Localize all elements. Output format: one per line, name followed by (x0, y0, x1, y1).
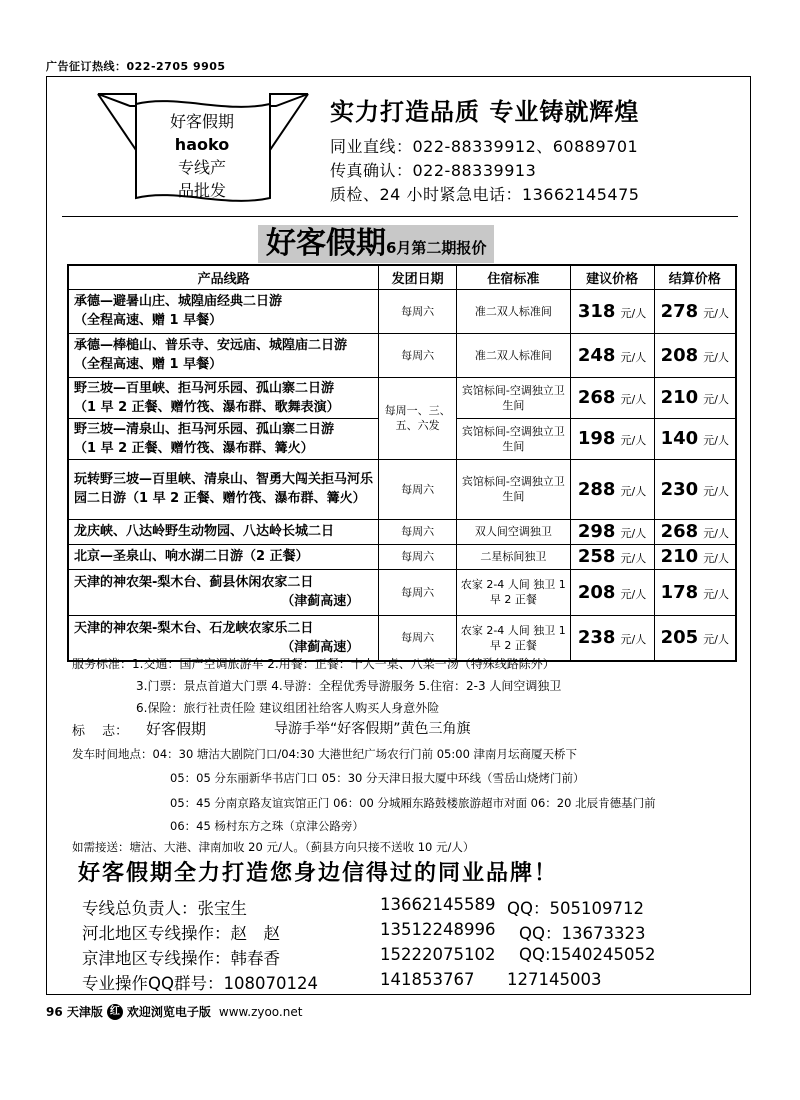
lodging-cell: 宾馆标间-空调独立卫生间 (457, 459, 571, 519)
staff-phone: 13662145589 (380, 895, 496, 914)
lodging-cell: 准二双人标准间 (457, 289, 571, 333)
date-cell: 每周六 (379, 459, 457, 519)
ad-hotline: 广告征订热线：022-2705 9905 (46, 60, 226, 73)
scroll-logo (96, 90, 310, 208)
service-standard-line: 服务标准：1.交通：国产空调旅游车 2.用餐：正餐：十人一桌、八菜一汤（特殊线路除外） (72, 657, 555, 671)
staff-role: 河北地区专线操作：赵 赵 (82, 924, 280, 943)
mark-label: 标 志： (72, 724, 129, 739)
lodging-cell: 双人间空调独卫 (457, 519, 571, 544)
header-slogan: 实力打造品质 专业铸就辉煌 (330, 98, 640, 126)
settlement-price-cell: 205 元/人 (654, 615, 736, 661)
lodging-cell: 农家 2-4 人间 独卫 1 早 2 正餐 (457, 569, 571, 615)
lodging-cell: 农家 2-4 人间 独卫 1 早 2 正餐 (457, 615, 571, 661)
staff-qq: QQ：13673323 (519, 924, 646, 943)
table-row (68, 289, 736, 333)
footer-text: 欢迎浏览电子版 (126, 1005, 211, 1019)
settlement-price-cell: 178 元/人 (654, 569, 736, 615)
qq-group: 127145003 (507, 970, 602, 989)
departure-line: 06：45 杨村东方之珠（京津公路旁） (170, 819, 364, 833)
edition-badge-icon: 红 (107, 1004, 123, 1020)
column-header: 住宿标准 (457, 265, 571, 289)
staff-role: 京津地区专线操作：韩春香 (82, 949, 280, 968)
date-cell: 每周六 (379, 333, 457, 377)
pickup-note: 如需接送：塘沽、大港、津南加收 20 元/人。（蓟县方向只接不送收 10 元/人） (72, 840, 475, 854)
table-row (68, 569, 736, 615)
route-cell: 玩转野三坡—百里峡、清泉山、智勇大闯关拒马河乐园二日游（1 早 2 正餐、赠竹筏、瀑布群、篝火） (68, 459, 379, 519)
route-cell: 龙庆峡、八达岭野生动物园、八达岭长城二日 (68, 519, 379, 544)
logo-line-2: haoko (174, 135, 230, 154)
suggested-price-cell: 268 元/人 (570, 377, 654, 418)
staff-role: 专线总负责人：张宝生 (82, 899, 247, 918)
service-standard-line: 3.门票：景点首道大门票 4.导游：全程优秀导游服务 5.住宿：2-3 人间空调独卫 (136, 679, 562, 693)
departure-line: 发车时间地点：04：30 塘沽大剧院门口/04:30 大港世纪广场农行门前 05:00 津南月坛商厦天桥下 (72, 747, 578, 761)
suggested-price-cell: 198 元/人 (570, 418, 654, 459)
date-cell: 每周六 (379, 289, 457, 333)
suggested-price-cell: 298 元/人 (570, 519, 654, 544)
contact-line: 质检、24 小时紧急电话：13662145475 (330, 185, 640, 204)
settlement-price-cell: 278 元/人 (654, 289, 736, 333)
suggested-price-cell: 208 元/人 (570, 569, 654, 615)
settlement-price-cell: 268 元/人 (654, 519, 736, 544)
contact-line: 同业直线：022-88339912、60889701 (330, 137, 639, 156)
date-cell: 每周六 (379, 519, 457, 544)
date-cell: 每周六 (379, 615, 457, 661)
table-row (68, 459, 736, 519)
divider (62, 216, 738, 217)
page-number: 96 天津版 (46, 1005, 103, 1019)
suggested-price-cell: 288 元/人 (570, 459, 654, 519)
table-header-row (68, 265, 736, 289)
footer-url[interactable]: www.zyoo.net (218, 1004, 303, 1019)
table-row (68, 377, 736, 418)
route-cell: 北京—圣泉山、响水湖二日游（2 正餐） (68, 544, 379, 569)
settlement-price-cell: 208 元/人 (654, 333, 736, 377)
settlement-price-cell: 230 元/人 (654, 459, 736, 519)
staff-phone: 13512248996 (380, 920, 496, 939)
lodging-cell: 准二双人标准间 (457, 333, 571, 377)
staff-qq: QQ:1540245052 (519, 945, 656, 964)
staff-phone: 15222075102 (380, 945, 496, 964)
settlement-price-cell: 210 元/人 (654, 377, 736, 418)
suggested-price-cell: 318 元/人 (570, 289, 654, 333)
route-cell: 承德—避暑山庄、城隍庙经典二日游 （全程高速、赠 1 早餐） (68, 289, 379, 333)
route-cell: 天津的神农架-梨木台、蓟县休闲农家二日 （津蓟高速） (68, 569, 379, 615)
suggested-price-cell: 238 元/人 (570, 615, 654, 661)
settlement-price-cell: 140 元/人 (654, 418, 736, 459)
lodging-cell: 宾馆标间-空调独立卫生间 (457, 377, 571, 418)
brand-slogan: 好客假期全力打造您身边信得过的同业品牌！ (78, 861, 559, 886)
lodging-cell: 宾馆标间-空调独立卫生间 (457, 418, 571, 459)
service-standard-line: 6.保险：旅行社责任险 建议组团社给客人购买人身意外险 (136, 701, 440, 715)
column-header: 产品线路 (68, 265, 379, 289)
column-header: 发团日期 (379, 265, 457, 289)
logo-line-3: 专线产 (177, 158, 226, 177)
staff-qq: QQ：505109712 (507, 899, 644, 918)
table-row (68, 544, 736, 569)
route-cell: 野三坡—清泉山、拒马河乐园、孤山寨二日游 （1 早 2 正餐、赠竹筏、瀑布群、篝火） (68, 418, 379, 459)
departure-line: 05：45 分南京路友谊宾馆正门 06：00 分城厢东路鼓楼旅游超市对面 06：20 北辰肯德基门前 (170, 796, 656, 810)
settlement-price-cell: 210 元/人 (654, 544, 736, 569)
departure-line: 05：05 分东丽新华书店门口 05：30 分天津日报大厦中环线（雪岳山烧烤门前） (170, 771, 585, 785)
date-cell: 每周六 (379, 569, 457, 615)
section-title-main: 好客假期 (266, 226, 386, 261)
column-header: 建议价格 (570, 265, 654, 289)
lodging-cell: 二星标间独卫 (457, 544, 571, 569)
logo-line-4: 品批发 (177, 181, 226, 200)
suggested-price-cell: 248 元/人 (570, 333, 654, 377)
table-row (68, 519, 736, 544)
suggested-price-cell: 258 元/人 (570, 544, 654, 569)
column-header: 结算价格 (654, 265, 736, 289)
route-cell: 承德—棒槌山、普乐寺、安远庙、城隍庙二日游 （全程高速、赠 1 早餐） (68, 333, 379, 377)
route-cell: 野三坡—百里峡、拒马河乐园、孤山寨二日游 （1 早 2 正餐、赠竹筏、瀑布群、歌舞表演） (68, 377, 379, 418)
section-title-sub: 6月第二期报价 (386, 239, 487, 257)
page-footer (46, 1003, 302, 1020)
date-cell: 每周一、三、五、六发 (379, 377, 457, 459)
table-row (68, 333, 736, 377)
guide-flag: 导游手举“好客假期”黄色三角旗 (274, 721, 471, 737)
staff-role: 专业操作QQ群号：108070124 (82, 974, 318, 993)
price-table (67, 264, 737, 662)
section-title (258, 225, 494, 263)
qq-group: 141853767 (380, 970, 475, 989)
contact-line: 传真确认：022-88339913 (330, 161, 537, 180)
date-cell: 每周六 (379, 544, 457, 569)
mark-value: 好客假期 (146, 720, 207, 738)
route-cell: 天津的神农架-梨木台、石龙峡农家乐二日 （津蓟高速） (68, 615, 379, 661)
logo-line-1: 好客假期 (169, 112, 234, 131)
